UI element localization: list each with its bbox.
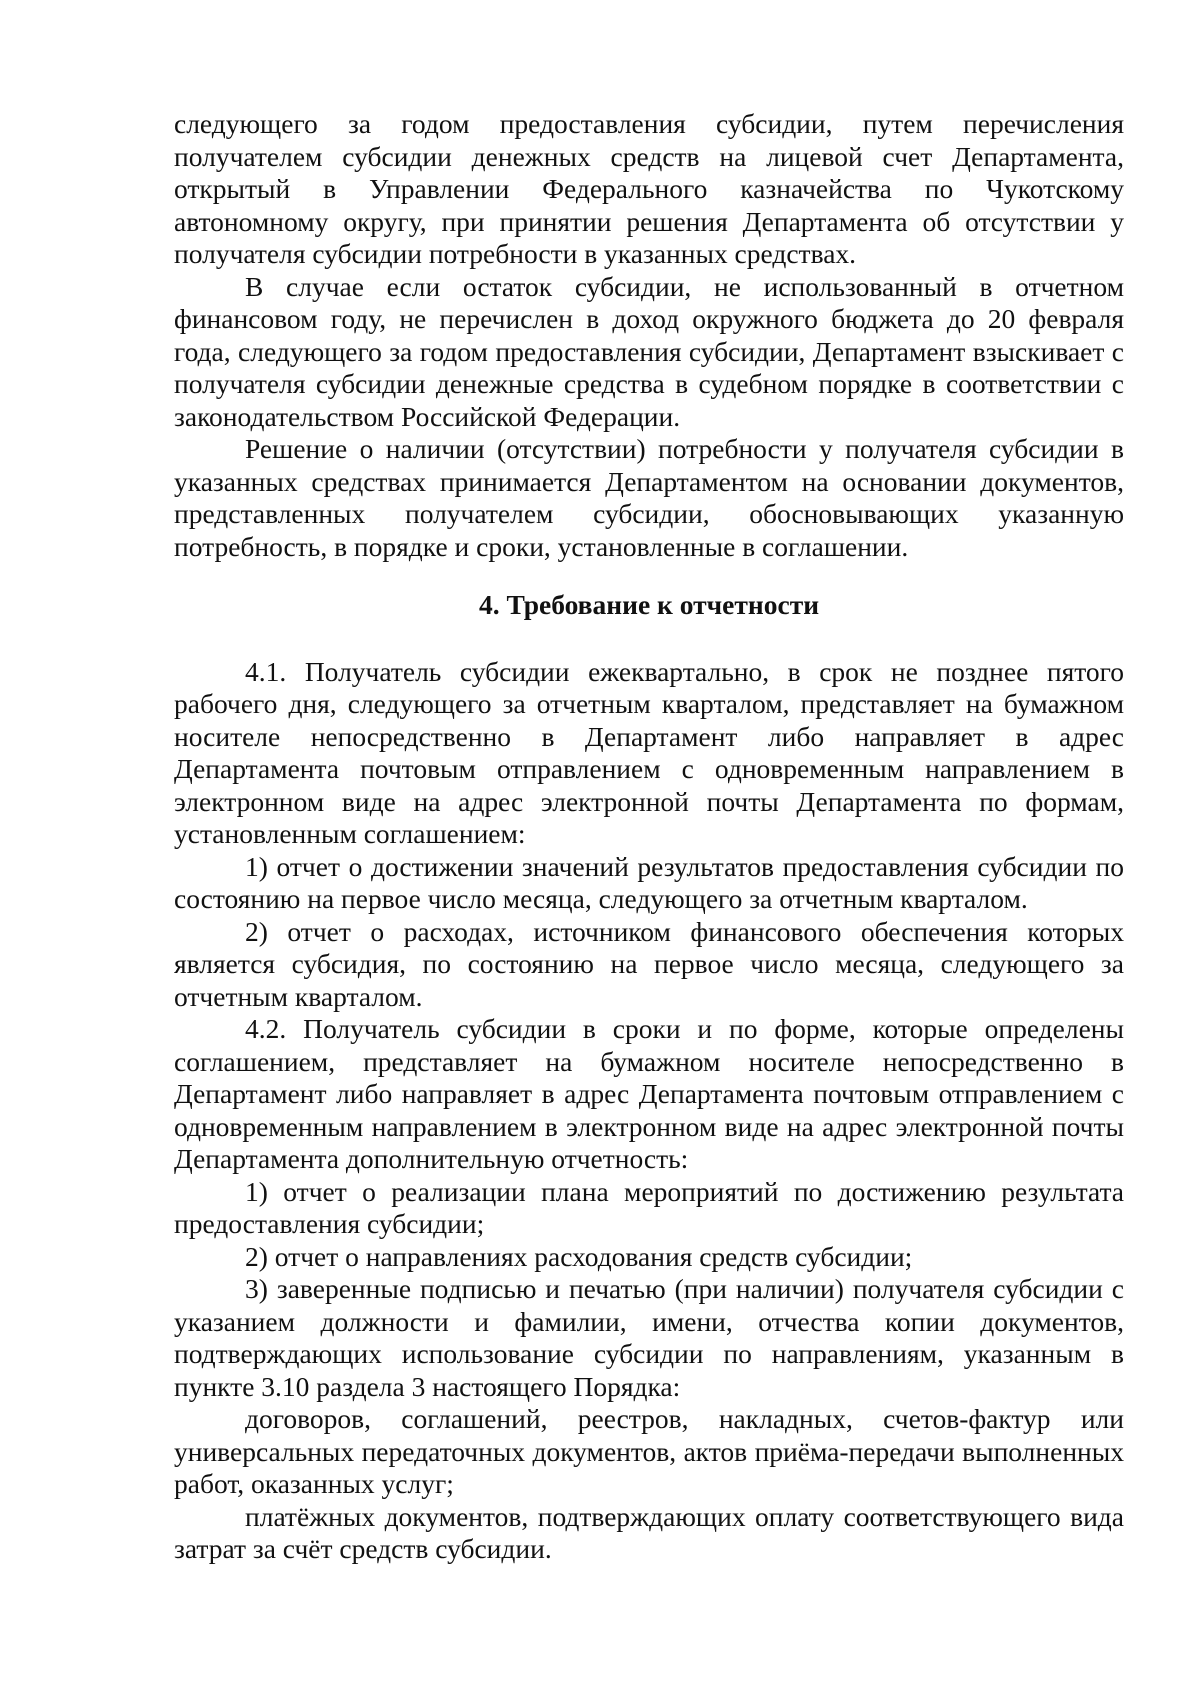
paragraph-4-2: 4.2. Получатель субсидии в сроки и по форме, которые определены соглашением, представляет на бумажном носителе непосредственно в Департамент либо направляет в адрес Департамента почтовым отправлением с одновременным направлением в электронном виде на адрес электронной почты Департамента дополнительную отчетность:	[174, 1013, 1124, 1174]
paragraph-4-2-item-1: 1) отчет о реализации плана мероприятий по достижению результата предоставления субсидии;	[174, 1175, 1124, 1239]
paragraph-continuation: следующего за годом предоставления субсидии, путем перечисления получателем субсидии денежных средств на лицевой счет Департамента, открытый в Управлении Федерального казначейства по Чукотскому автономному округу, при принятии решения Департамента об отсутствии у получателя субсидии потребности в указанных средствах.	[174, 108, 1124, 269]
spacer	[174, 622, 1124, 656]
spacer	[174, 563, 1124, 589]
paragraph-4-2-item-2: 2) отчет о направлениях расходования средств субсидии;	[245, 1240, 913, 1272]
document-page	[174, 108, 1124, 1566]
paragraph-4-1-item-1: 1) отчет о достижении значений результатов предоставления субсидии по состоянию на первое число месяца, следующего за отчетным кварталом.	[174, 850, 1124, 914]
section-heading: 4. Требование к отчетности	[478, 589, 820, 620]
paragraph-need-decision: Решение о наличии (отсутствии) потребности у получателя субсидии в указанных средствах принимается Департаментом на основании документов, представленных получателем субсидии, обосновывающих указанную потребность, в порядке и сроки, установленные в соглашении.	[174, 433, 1124, 562]
paragraph-contracts: договоров, соглашений, реестров, накладных, счетов-фактур или универсальных передаточных документов, актов приёма-передачи выполненных работ, оказанных услуг;	[174, 1403, 1124, 1499]
paragraph-4-1: 4.1. Получатель субсидии ежеквартально, в срок не позднее пятого рабочего дня, следующего за отчетным кварталом, представляет на бумажном носителе непосредственно в Департамент либо направляет в адрес Департамента почтовым отправлением с одновременным направлением в электронном виде на адрес электронной почты Департамента по формам, установленным соглашением:	[174, 655, 1124, 849]
paragraph-4-1-item-2: 2) отчет о расходах, источником финансового обеспечения которых является субсидия, по состоянию на первое число месяца, следующего за отчетным кварталом.	[174, 915, 1124, 1012]
paragraph-4-2-item-3: 3) заверенные подписью и печатью (при наличии) получателя субсидии с указанием должности и фамилии, имени, отчества копии документов, подтверждающих использование субсидии по направлениям, указанным в пункте 3.10 раздела 3 настоящего Порядка:	[174, 1273, 1124, 1402]
paragraph-payment-documents: платёжных документов, подтверждающих оплату соответствующего вида затрат за счёт средств субсидии.	[174, 1500, 1124, 1564]
paragraph-remaining-subsidy: В случае если остаток субсидии, не использованный в отчетном финансовом году, не перечислен в доход окружного бюджета до 20 февраля года, следующего за годом предоставления субсидии, Департамент взыскивает с получателя субсидии денежные средства в судебном порядке в соответствии с законодательством Российской Федерации.	[174, 270, 1124, 432]
